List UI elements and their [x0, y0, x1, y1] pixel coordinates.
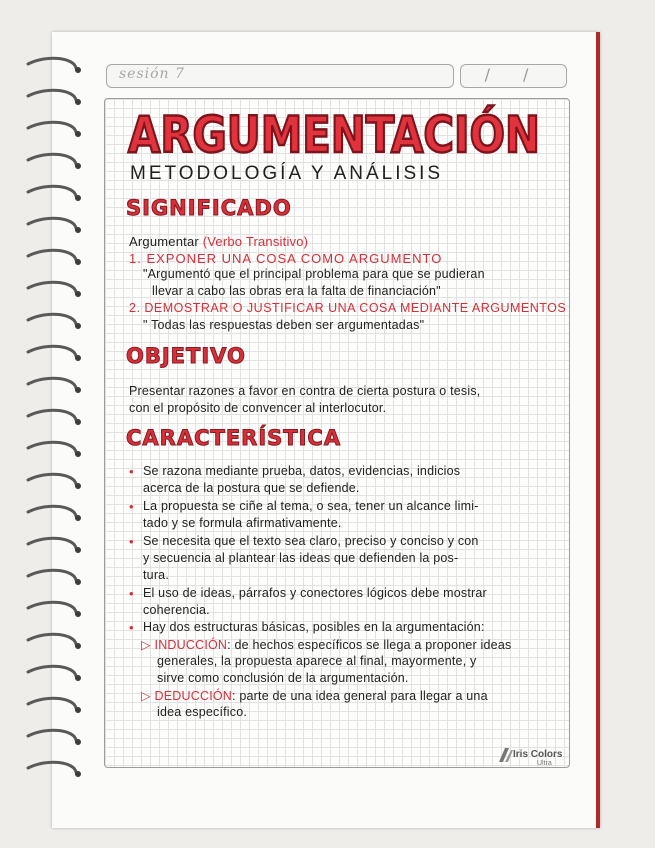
- significado-heading: SIGNIFICADO: [126, 196, 292, 220]
- brand-name: Iris Colors: [513, 749, 563, 760]
- list-item: y secuencia al plantear las ideas que defienden la pos-: [143, 551, 459, 565]
- example-1-line-1: "Argumentó que el principal problema para que se pudieran: [143, 267, 485, 281]
- page-title: [126, 100, 622, 164]
- induccion-label: INDUCCIÓN: [154, 638, 228, 652]
- session-field: [106, 64, 454, 88]
- deduccion-text: : parte de una idea general para llegar a una: [232, 689, 488, 703]
- example-2: " Todas las respuestas deben ser argumentadas": [143, 318, 425, 332]
- page-subtitle: METODOLOGÍA Y ANÁLISIS: [130, 163, 444, 184]
- list-item: coherencia.: [143, 603, 210, 617]
- intro-verb: Argumentar: [129, 234, 199, 249]
- svg-text:ARGUMENTACIÓN: ARGUMENTACIÓN: [128, 106, 622, 164]
- page-edge: [596, 32, 600, 828]
- caracteristica-heading: CARACTERÍSTICA: [126, 426, 342, 450]
- spiral-binding: [22, 58, 82, 788]
- list-item: El uso de ideas, párrafos y conectores lógicos debe mostrar: [143, 586, 487, 600]
- list-item: acerca de la postura que se defiende.: [143, 481, 360, 495]
- list-item: Hay dos estructuras básicas, posibles en la argumentación:: [143, 620, 485, 634]
- bullet-dot: •: [129, 499, 134, 514]
- definition-2: 2. DEMOSTRAR O JUSTIFICAR UNA COSA MEDIANTE ARGUMENTOS: [129, 301, 567, 315]
- induccion-line-1: [141, 637, 511, 652]
- definition-1: 1. EXPONER UNA COSA COMO ARGUMENTO: [129, 251, 443, 266]
- list-item: Se necesita que el texto sea claro, preciso y conciso y con: [143, 534, 479, 548]
- induccion-text: : de hechos específicos se llega a proponer ideas: [227, 638, 512, 652]
- objetivo-line-1: Presentar razones a favor en contra de cierta postura o tesis,: [129, 384, 481, 398]
- bullet-dot: •: [129, 620, 134, 635]
- example-1-line-2: llevar a cabo las obras era la falta de financiación": [152, 284, 441, 298]
- deduccion-label: DEDUCCIÓN: [154, 689, 233, 703]
- list-item: tado y se formula afirmativamente.: [143, 516, 342, 530]
- triangle-icon: ▷: [141, 689, 151, 703]
- date-label: / /: [484, 65, 543, 84]
- induccion-line-3: sirve como conclusión de la argumentación.: [157, 671, 409, 685]
- list-item: tura.: [143, 568, 170, 582]
- bullet-dot: •: [129, 586, 134, 601]
- list-item: La propuesta se ciñe al tema, o sea, tener un alcance limi-: [143, 499, 479, 513]
- date-field: [460, 64, 567, 88]
- objetivo-line-2: con el propósito de convencer al interlocutor.: [129, 401, 387, 415]
- triangle-icon: ▷: [141, 638, 151, 652]
- objetivo-heading: OBJETIVO: [126, 344, 246, 368]
- deduccion-line-1: [141, 688, 488, 703]
- bullet-dot: •: [129, 464, 134, 479]
- brand-sub: Ultra: [537, 760, 552, 767]
- list-item: Se razona mediante prueba, datos, evidencias, indicios: [143, 464, 461, 478]
- intro-grammar: (Verbo Transitivo): [202, 234, 309, 249]
- induccion-line-2: generales, la propuesta aparece al final, mayormente, y: [157, 654, 477, 668]
- bullet-dot: •: [129, 534, 134, 549]
- session-label: sesión 7: [119, 66, 185, 82]
- significado-intro: [129, 234, 308, 249]
- deduccion-line-2: idea específico.: [157, 705, 248, 719]
